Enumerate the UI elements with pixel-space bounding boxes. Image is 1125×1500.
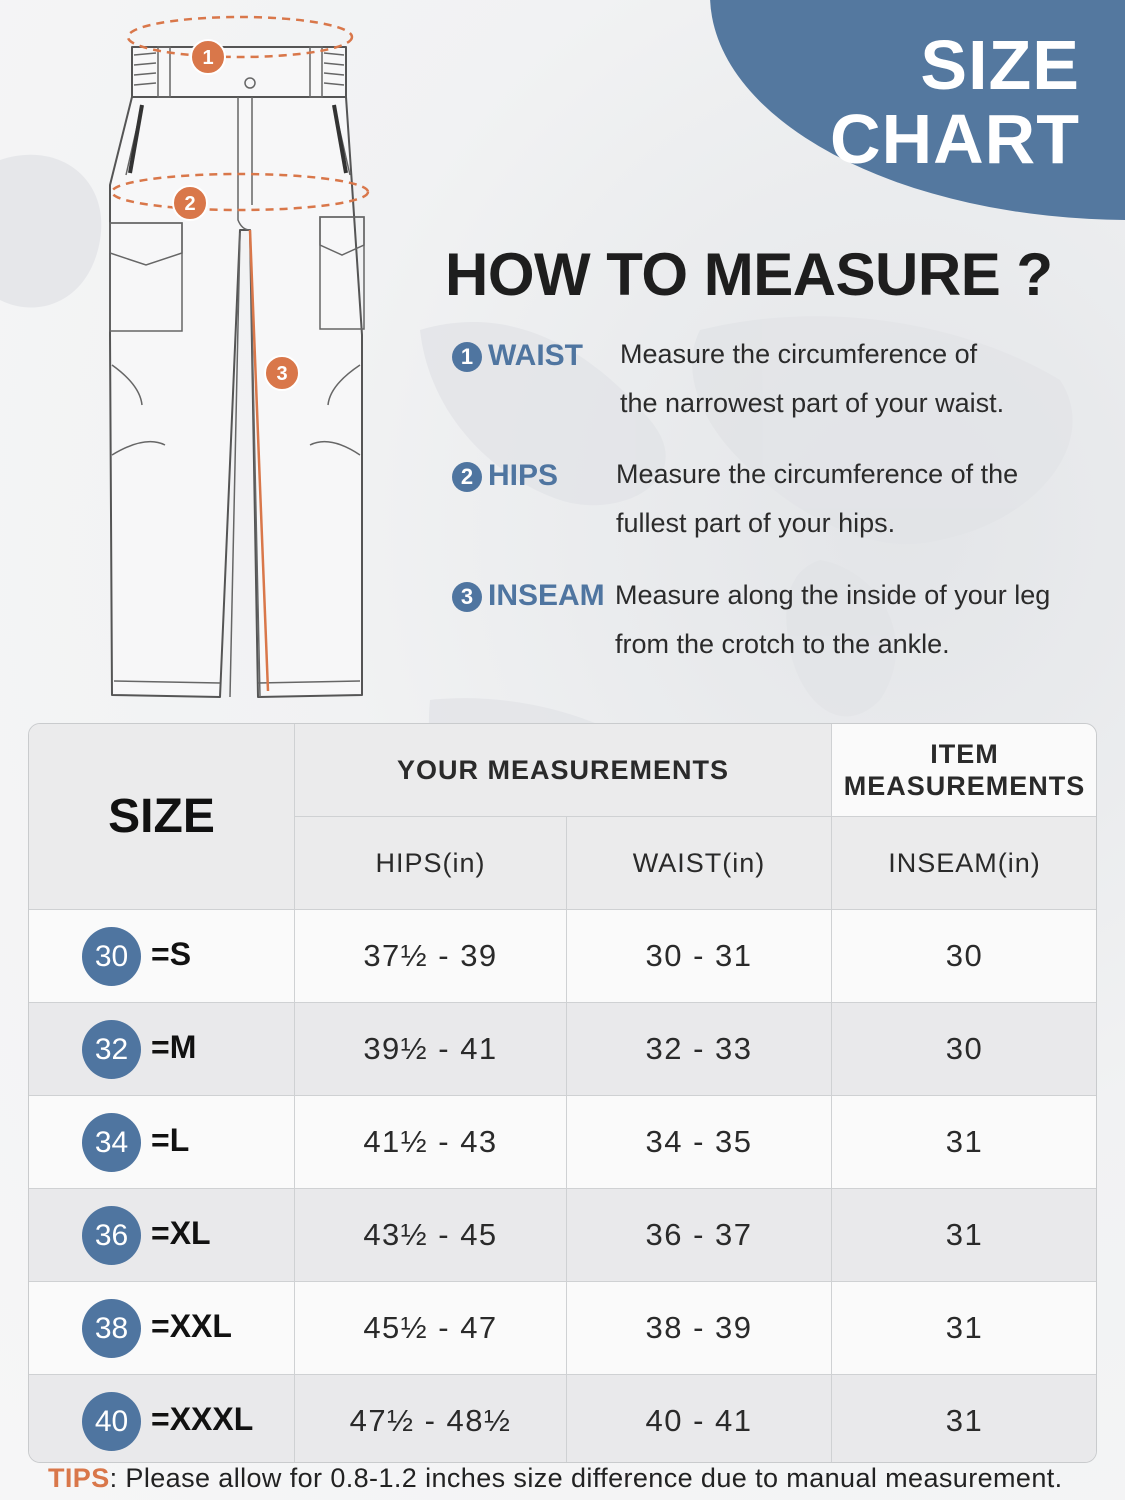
size-table bbox=[28, 723, 1097, 1463]
size-letter: =S bbox=[151, 936, 192, 972]
step-number-1: 1 bbox=[452, 342, 482, 372]
size-number-badge: 30 bbox=[82, 927, 141, 986]
marker-2-label: 2 bbox=[184, 193, 196, 215]
size-header: SIZE bbox=[29, 724, 295, 910]
waist-cell: 34 - 35 bbox=[567, 1096, 832, 1189]
size-letter: =XXL bbox=[151, 1308, 232, 1344]
step-desc-hips-line2: fullest part of your hips. bbox=[616, 508, 896, 538]
step-desc-waist-line2: the narrowest part of your waist. bbox=[620, 388, 1005, 418]
inseam-cell: 31 bbox=[832, 1375, 1098, 1464]
table-row bbox=[29, 1003, 1098, 1096]
table-row bbox=[29, 1282, 1098, 1375]
hips-cell: 47½ - 48½ bbox=[295, 1375, 567, 1464]
step-desc-hips-line1: Measure the circumference of the bbox=[616, 459, 1019, 489]
marker-1-label: 1 bbox=[202, 47, 214, 69]
size-cell bbox=[29, 1096, 295, 1189]
size-number-badge: 38 bbox=[82, 1299, 141, 1358]
badge-line-2: CHART bbox=[830, 100, 1080, 178]
marker-3-label: 3 bbox=[276, 363, 288, 385]
step-desc-hips bbox=[616, 450, 1018, 548]
hips-cell: 45½ - 47 bbox=[295, 1282, 567, 1375]
hips-cell: 39½ - 41 bbox=[295, 1003, 567, 1096]
waist-cell: 36 - 37 bbox=[567, 1189, 832, 1282]
size-cell bbox=[29, 1282, 295, 1375]
item-measurements-header bbox=[832, 724, 1098, 817]
inseam-cell: 31 bbox=[832, 1096, 1098, 1189]
tips-text: : Please allow for 0.8-1.2 inches size difference due to manual measurement. bbox=[109, 1463, 1063, 1493]
tips-note bbox=[48, 1463, 1063, 1494]
badge-title bbox=[760, 28, 1080, 176]
step-number-2: 2 bbox=[452, 462, 482, 492]
step-desc-inseam-line2: from the crotch to the ankle. bbox=[615, 629, 950, 659]
size-number-badge: 32 bbox=[82, 1020, 141, 1079]
size-cell bbox=[29, 1375, 295, 1464]
your-measurements-header: YOUR MEASUREMENTS bbox=[295, 724, 832, 817]
size-letter: =M bbox=[151, 1029, 197, 1065]
waist-cell: 38 - 39 bbox=[567, 1282, 832, 1375]
size-cell bbox=[29, 910, 295, 1003]
hips-cell: 43½ - 45 bbox=[295, 1189, 567, 1282]
inseam-cell: 31 bbox=[832, 1189, 1098, 1282]
how-to-measure-title: HOW TO MEASURE ? bbox=[445, 241, 1053, 308]
size-letter: =L bbox=[151, 1122, 190, 1158]
step-desc-inseam bbox=[615, 571, 1050, 669]
item-measurements-line1: ITEM bbox=[930, 739, 999, 769]
waist-cell: 40 - 41 bbox=[567, 1375, 832, 1464]
step-label-hips: HIPS bbox=[488, 459, 559, 492]
tips-label: TIPS bbox=[48, 1463, 110, 1493]
size-cell bbox=[29, 1003, 295, 1096]
size-number-badge: 34 bbox=[82, 1113, 141, 1172]
inseam-cell: 30 bbox=[832, 910, 1098, 1003]
size-letter: =XL bbox=[151, 1215, 211, 1251]
step-number-3: 3 bbox=[452, 582, 482, 612]
inseam-cell: 31 bbox=[832, 1282, 1098, 1375]
col-hips-header: HIPS(in) bbox=[295, 817, 567, 910]
col-waist-header: WAIST(in) bbox=[567, 817, 832, 910]
step-desc-waist bbox=[620, 330, 1004, 428]
size-number-badge: 36 bbox=[82, 1206, 141, 1265]
step-label-inseam: INSEAM bbox=[488, 579, 605, 612]
step-desc-waist-line1: Measure the circumference of bbox=[620, 339, 978, 369]
size-number-badge: 40 bbox=[82, 1392, 141, 1451]
table-row bbox=[29, 1375, 1098, 1464]
hips-cell: 41½ - 43 bbox=[295, 1096, 567, 1189]
badge-line-1: SIZE bbox=[920, 26, 1080, 104]
table-row bbox=[29, 1189, 1098, 1282]
table-row bbox=[29, 910, 1098, 1003]
pants-diagram bbox=[90, 5, 390, 705]
step-desc-inseam-line1: Measure along the inside of your leg bbox=[615, 580, 1051, 610]
inseam-cell: 30 bbox=[832, 1003, 1098, 1096]
waist-cell: 32 - 33 bbox=[567, 1003, 832, 1096]
size-cell bbox=[29, 1189, 295, 1282]
step-label-waist: WAIST bbox=[488, 339, 583, 372]
table-row bbox=[29, 1096, 1098, 1189]
hips-cell: 37½ - 39 bbox=[295, 910, 567, 1003]
waist-cell: 30 - 31 bbox=[567, 910, 832, 1003]
item-measurements-line2: MEASUREMENTS bbox=[843, 771, 1086, 801]
col-inseam-header: INSEAM(in) bbox=[832, 817, 1098, 910]
size-letter: =XXXL bbox=[151, 1401, 254, 1437]
